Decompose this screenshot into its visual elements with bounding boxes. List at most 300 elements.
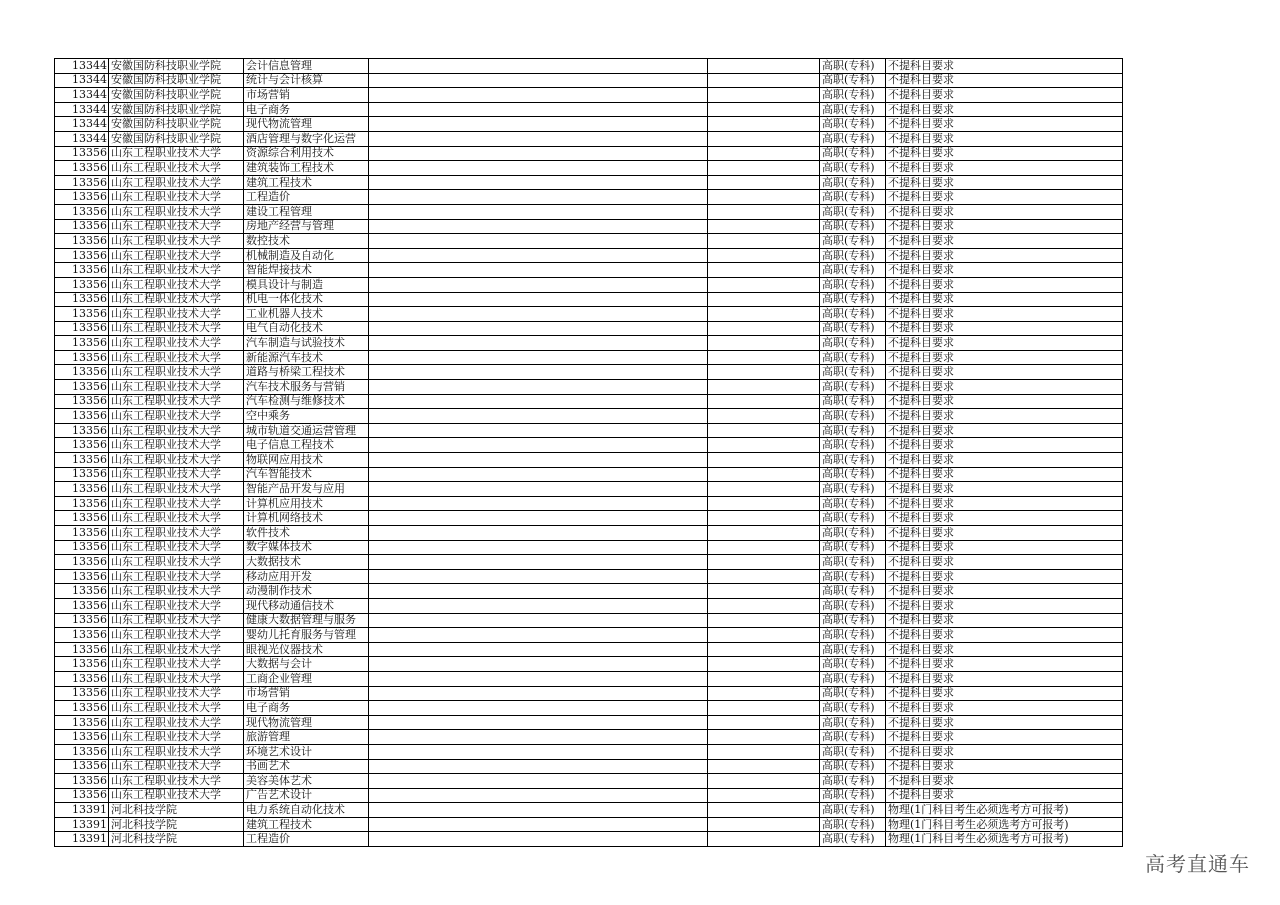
table-row — [55, 598, 1123, 613]
table-row — [55, 190, 1123, 205]
school-code-cell: 13344 — [55, 59, 109, 74]
blank-cell — [708, 526, 820, 541]
blank-cell — [369, 453, 708, 468]
school-name-cell: 山东工程职业技术大学 — [109, 671, 244, 686]
subject-requirement-cell: 不提科目要求 — [886, 59, 1123, 74]
school-code-cell: 13356 — [55, 248, 109, 263]
major-name-cell: 婴幼儿托育服务与管理 — [244, 628, 369, 643]
major-name-cell: 广告艺术设计 — [244, 788, 369, 803]
table-row — [55, 248, 1123, 263]
major-name-cell: 统计与会计核算 — [244, 73, 369, 88]
blank-cell — [708, 555, 820, 570]
school-name-cell: 山东工程职业技术大学 — [109, 453, 244, 468]
major-name-cell: 旅游管理 — [244, 730, 369, 745]
school-name-cell: 山东工程职业技术大学 — [109, 613, 244, 628]
table-row — [55, 263, 1123, 278]
blank-cell — [708, 803, 820, 818]
blank-cell — [708, 715, 820, 730]
school-code-cell: 13356 — [55, 380, 109, 395]
blank-cell — [708, 175, 820, 190]
table-row — [55, 219, 1123, 234]
blank-cell — [708, 744, 820, 759]
major-name-cell: 市场营销 — [244, 686, 369, 701]
level-cell: 高职(专科) — [820, 102, 886, 117]
table-row — [55, 555, 1123, 570]
subject-requirement-cell: 不提科目要求 — [886, 307, 1123, 322]
level-cell: 高职(专科) — [820, 817, 886, 832]
school-name-cell: 山东工程职业技术大学 — [109, 540, 244, 555]
table-row — [55, 759, 1123, 774]
school-name-cell: 山东工程职业技术大学 — [109, 350, 244, 365]
blank-cell — [369, 117, 708, 132]
blank-cell — [708, 453, 820, 468]
school-code-cell: 13356 — [55, 423, 109, 438]
school-code-cell: 13356 — [55, 686, 109, 701]
blank-cell — [369, 730, 708, 745]
major-name-cell: 计算机应用技术 — [244, 496, 369, 511]
subject-requirement-cell: 不提科目要求 — [886, 453, 1123, 468]
school-name-cell: 山东工程职业技术大学 — [109, 569, 244, 584]
table-row — [55, 744, 1123, 759]
blank-cell — [708, 73, 820, 88]
level-cell: 高职(专科) — [820, 730, 886, 745]
blank-cell — [369, 190, 708, 205]
major-name-cell: 工商企业管理 — [244, 671, 369, 686]
level-cell: 高职(专科) — [820, 350, 886, 365]
blank-cell — [369, 102, 708, 117]
blank-cell — [708, 248, 820, 263]
school-name-cell: 山东工程职业技术大学 — [109, 409, 244, 424]
school-name-cell: 山东工程职业技术大学 — [109, 336, 244, 351]
blank-cell — [369, 175, 708, 190]
school-code-cell: 13356 — [55, 774, 109, 789]
blank-cell — [369, 394, 708, 409]
school-code-cell: 13356 — [55, 204, 109, 219]
major-name-cell: 汽车智能技术 — [244, 467, 369, 482]
major-name-cell: 书画艺术 — [244, 759, 369, 774]
blank-cell — [708, 584, 820, 599]
blank-cell — [369, 569, 708, 584]
blank-cell — [369, 423, 708, 438]
level-cell: 高职(专科) — [820, 394, 886, 409]
major-name-cell: 资源综合利用技术 — [244, 146, 369, 161]
school-code-cell: 13356 — [55, 263, 109, 278]
major-name-cell: 电子商务 — [244, 102, 369, 117]
level-cell: 高职(专科) — [820, 701, 886, 716]
subject-requirement-cell: 不提科目要求 — [886, 613, 1123, 628]
subject-requirement-cell: 不提科目要求 — [886, 73, 1123, 88]
blank-cell — [369, 671, 708, 686]
blank-cell — [369, 234, 708, 249]
level-cell: 高职(专科) — [820, 88, 886, 103]
subject-requirement-cell: 不提科目要求 — [886, 598, 1123, 613]
blank-cell — [708, 234, 820, 249]
table-row — [55, 526, 1123, 541]
school-code-cell: 13356 — [55, 219, 109, 234]
subject-requirement-cell: 不提科目要求 — [886, 365, 1123, 380]
table-row — [55, 730, 1123, 745]
school-name-cell: 山东工程职业技术大学 — [109, 730, 244, 745]
subject-requirement-cell: 不提科目要求 — [886, 409, 1123, 424]
school-name-cell: 山东工程职业技术大学 — [109, 277, 244, 292]
table-row — [55, 496, 1123, 511]
major-name-cell: 建筑工程技术 — [244, 175, 369, 190]
subject-requirement-cell: 不提科目要求 — [886, 190, 1123, 205]
table-row — [55, 117, 1123, 132]
blank-cell — [369, 248, 708, 263]
subject-requirement-cell: 不提科目要求 — [886, 146, 1123, 161]
level-cell: 高职(专科) — [820, 409, 886, 424]
major-name-cell: 会计信息管理 — [244, 59, 369, 74]
level-cell: 高职(专科) — [820, 774, 886, 789]
school-code-cell: 13391 — [55, 817, 109, 832]
subject-requirement-cell: 不提科目要求 — [886, 555, 1123, 570]
school-name-cell: 山东工程职业技术大学 — [109, 263, 244, 278]
subject-requirement-cell: 不提科目要求 — [886, 759, 1123, 774]
level-cell: 高职(专科) — [820, 146, 886, 161]
blank-cell — [708, 759, 820, 774]
table-row — [55, 234, 1123, 249]
school-name-cell: 山东工程职业技术大学 — [109, 234, 244, 249]
table-row — [55, 88, 1123, 103]
blank-cell — [708, 511, 820, 526]
level-cell: 高职(专科) — [820, 380, 886, 395]
school-code-cell: 13356 — [55, 540, 109, 555]
enrollment-table — [54, 58, 1123, 847]
blank-cell — [708, 350, 820, 365]
level-cell: 高职(专科) — [820, 584, 886, 599]
table-row — [55, 307, 1123, 322]
blank-cell — [369, 526, 708, 541]
school-name-cell: 山东工程职业技术大学 — [109, 248, 244, 263]
school-name-cell: 河北科技学院 — [109, 817, 244, 832]
subject-requirement-cell: 不提科目要求 — [886, 350, 1123, 365]
table-row — [55, 438, 1123, 453]
school-name-cell: 山东工程职业技术大学 — [109, 715, 244, 730]
school-code-cell: 13344 — [55, 102, 109, 117]
blank-cell — [708, 817, 820, 832]
blank-cell — [369, 657, 708, 672]
table-row — [55, 102, 1123, 117]
level-cell: 高职(专科) — [820, 307, 886, 322]
blank-cell — [708, 380, 820, 395]
subject-requirement-cell: 不提科目要求 — [886, 496, 1123, 511]
subject-requirement-cell: 不提科目要求 — [886, 774, 1123, 789]
blank-cell — [708, 292, 820, 307]
subject-requirement-cell: 不提科目要求 — [886, 467, 1123, 482]
school-name-cell: 山东工程职业技术大学 — [109, 321, 244, 336]
subject-requirement-cell: 不提科目要求 — [886, 234, 1123, 249]
level-cell: 高职(专科) — [820, 598, 886, 613]
school-name-cell: 山东工程职业技术大学 — [109, 307, 244, 322]
school-name-cell: 山东工程职业技术大学 — [109, 467, 244, 482]
level-cell: 高职(专科) — [820, 540, 886, 555]
school-code-cell: 13356 — [55, 482, 109, 497]
subject-requirement-cell: 不提科目要求 — [886, 88, 1123, 103]
subject-requirement-cell: 不提科目要求 — [886, 117, 1123, 132]
subject-requirement-cell: 不提科目要求 — [886, 744, 1123, 759]
subject-requirement-cell: 不提科目要求 — [886, 642, 1123, 657]
blank-cell — [369, 496, 708, 511]
table-row — [55, 788, 1123, 803]
school-name-cell: 山东工程职业技术大学 — [109, 686, 244, 701]
blank-cell — [708, 730, 820, 745]
major-name-cell: 道路与桥梁工程技术 — [244, 365, 369, 380]
table-row — [55, 832, 1123, 847]
subject-requirement-cell: 不提科目要求 — [886, 292, 1123, 307]
level-cell: 高职(专科) — [820, 234, 886, 249]
major-name-cell: 移动应用开发 — [244, 569, 369, 584]
table-row — [55, 146, 1123, 161]
level-cell: 高职(专科) — [820, 438, 886, 453]
school-name-cell: 安徽国防科技职业学院 — [109, 117, 244, 132]
major-name-cell: 汽车制造与试验技术 — [244, 336, 369, 351]
level-cell: 高职(专科) — [820, 671, 886, 686]
school-code-cell: 13356 — [55, 671, 109, 686]
school-name-cell: 山东工程职业技术大学 — [109, 394, 244, 409]
blank-cell — [708, 219, 820, 234]
major-name-cell: 数字媒体技术 — [244, 540, 369, 555]
school-code-cell: 13356 — [55, 321, 109, 336]
major-name-cell: 工程造价 — [244, 832, 369, 847]
level-cell: 高职(专科) — [820, 161, 886, 176]
blank-cell — [708, 102, 820, 117]
table-row — [55, 715, 1123, 730]
blank-cell — [708, 146, 820, 161]
level-cell: 高职(专科) — [820, 526, 886, 541]
major-name-cell: 空中乘务 — [244, 409, 369, 424]
table-row — [55, 613, 1123, 628]
school-code-cell: 13391 — [55, 832, 109, 847]
major-name-cell: 计算机网络技术 — [244, 511, 369, 526]
level-cell: 高职(专科) — [820, 248, 886, 263]
school-code-cell: 13344 — [55, 73, 109, 88]
school-name-cell: 安徽国防科技职业学院 — [109, 59, 244, 74]
school-name-cell: 山东工程职业技术大学 — [109, 788, 244, 803]
school-code-cell: 13356 — [55, 584, 109, 599]
school-name-cell: 山东工程职业技术大学 — [109, 423, 244, 438]
major-name-cell: 软件技术 — [244, 526, 369, 541]
table-row — [55, 803, 1123, 818]
table-row — [55, 350, 1123, 365]
blank-cell — [369, 759, 708, 774]
subject-requirement-cell: 不提科目要求 — [886, 511, 1123, 526]
school-code-cell: 13356 — [55, 759, 109, 774]
level-cell: 高职(专科) — [820, 336, 886, 351]
blank-cell — [708, 832, 820, 847]
subject-requirement-cell: 不提科目要求 — [886, 482, 1123, 497]
school-name-cell: 山东工程职业技术大学 — [109, 161, 244, 176]
level-cell: 高职(专科) — [820, 175, 886, 190]
blank-cell — [708, 642, 820, 657]
school-name-cell: 山东工程职业技术大学 — [109, 482, 244, 497]
blank-cell — [708, 277, 820, 292]
blank-cell — [369, 555, 708, 570]
subject-requirement-cell: 不提科目要求 — [886, 175, 1123, 190]
table-row — [55, 642, 1123, 657]
blank-cell — [708, 423, 820, 438]
school-name-cell: 山东工程职业技术大学 — [109, 175, 244, 190]
major-name-cell: 工业机器人技术 — [244, 307, 369, 322]
school-code-cell: 13391 — [55, 803, 109, 818]
blank-cell — [708, 409, 820, 424]
table-row — [55, 59, 1123, 74]
blank-cell — [369, 788, 708, 803]
table-row — [55, 584, 1123, 599]
school-code-cell: 13356 — [55, 569, 109, 584]
level-cell: 高职(专科) — [820, 686, 886, 701]
table-row — [55, 671, 1123, 686]
major-name-cell: 建筑装饰工程技术 — [244, 161, 369, 176]
level-cell: 高职(专科) — [820, 642, 886, 657]
blank-cell — [369, 73, 708, 88]
school-code-cell: 13356 — [55, 701, 109, 716]
table-row — [55, 277, 1123, 292]
subject-requirement-cell: 不提科目要求 — [886, 131, 1123, 146]
level-cell: 高职(专科) — [820, 744, 886, 759]
blank-cell — [369, 263, 708, 278]
school-code-cell: 13356 — [55, 613, 109, 628]
school-code-cell: 13356 — [55, 409, 109, 424]
watermark-logo-text: 高考直通车 — [1145, 852, 1250, 876]
subject-requirement-cell: 物理(1门科目考生必须选考方可报考) — [886, 803, 1123, 818]
school-code-cell: 13356 — [55, 336, 109, 351]
school-name-cell: 山东工程职业技术大学 — [109, 438, 244, 453]
school-name-cell: 山东工程职业技术大学 — [109, 292, 244, 307]
blank-cell — [708, 774, 820, 789]
level-cell: 高职(专科) — [820, 131, 886, 146]
subject-requirement-cell: 不提科目要求 — [886, 219, 1123, 234]
blank-cell — [369, 146, 708, 161]
blank-cell — [369, 438, 708, 453]
table-row — [55, 380, 1123, 395]
school-code-cell: 13356 — [55, 161, 109, 176]
blank-cell — [369, 715, 708, 730]
table-row — [55, 73, 1123, 88]
blank-cell — [369, 277, 708, 292]
school-code-cell: 13356 — [55, 715, 109, 730]
major-name-cell: 汽车检测与维修技术 — [244, 394, 369, 409]
major-name-cell: 现代物流管理 — [244, 117, 369, 132]
major-name-cell: 环境艺术设计 — [244, 744, 369, 759]
major-name-cell: 市场营销 — [244, 88, 369, 103]
table-row — [55, 423, 1123, 438]
major-name-cell: 模具设计与制造 — [244, 277, 369, 292]
school-name-cell: 河北科技学院 — [109, 832, 244, 847]
table-row — [55, 336, 1123, 351]
major-name-cell: 电力系统自动化技术 — [244, 803, 369, 818]
school-code-cell: 13356 — [55, 511, 109, 526]
blank-cell — [369, 744, 708, 759]
blank-cell — [708, 117, 820, 132]
school-name-cell: 安徽国防科技职业学院 — [109, 131, 244, 146]
blank-cell — [708, 613, 820, 628]
school-code-cell: 13356 — [55, 394, 109, 409]
subject-requirement-cell: 不提科目要求 — [886, 540, 1123, 555]
blank-cell — [369, 131, 708, 146]
blank-cell — [708, 131, 820, 146]
school-code-cell: 13356 — [55, 744, 109, 759]
blank-cell — [708, 482, 820, 497]
major-name-cell: 电子商务 — [244, 701, 369, 716]
level-cell: 高职(专科) — [820, 482, 886, 497]
school-name-cell: 山东工程职业技术大学 — [109, 526, 244, 541]
school-code-cell: 13356 — [55, 730, 109, 745]
school-code-cell: 13356 — [55, 365, 109, 380]
blank-cell — [369, 292, 708, 307]
subject-requirement-cell: 不提科目要求 — [886, 788, 1123, 803]
level-cell: 高职(专科) — [820, 321, 886, 336]
level-cell: 高职(专科) — [820, 59, 886, 74]
major-name-cell: 现代物流管理 — [244, 715, 369, 730]
school-code-cell: 13356 — [55, 642, 109, 657]
school-name-cell: 山东工程职业技术大学 — [109, 204, 244, 219]
blank-cell — [369, 409, 708, 424]
blank-cell — [708, 657, 820, 672]
blank-cell — [369, 204, 708, 219]
school-name-cell: 山东工程职业技术大学 — [109, 584, 244, 599]
subject-requirement-cell: 不提科目要求 — [886, 380, 1123, 395]
subject-requirement-cell: 不提科目要求 — [886, 526, 1123, 541]
major-name-cell: 智能焊接技术 — [244, 263, 369, 278]
school-code-cell: 13356 — [55, 628, 109, 643]
school-name-cell: 山东工程职业技术大学 — [109, 744, 244, 759]
subject-requirement-cell: 不提科目要求 — [886, 204, 1123, 219]
table-row — [55, 175, 1123, 190]
major-name-cell: 新能源汽车技术 — [244, 350, 369, 365]
school-code-cell: 13356 — [55, 175, 109, 190]
school-code-cell: 13356 — [55, 788, 109, 803]
blank-cell — [708, 598, 820, 613]
subject-requirement-cell: 不提科目要求 — [886, 657, 1123, 672]
table-row — [55, 394, 1123, 409]
school-name-cell: 安徽国防科技职业学院 — [109, 88, 244, 103]
level-cell: 高职(专科) — [820, 657, 886, 672]
school-code-cell: 13356 — [55, 555, 109, 570]
subject-requirement-cell: 不提科目要求 — [886, 701, 1123, 716]
level-cell: 高职(专科) — [820, 190, 886, 205]
level-cell: 高职(专科) — [820, 788, 886, 803]
level-cell: 高职(专科) — [820, 263, 886, 278]
blank-cell — [708, 204, 820, 219]
school-name-cell: 山东工程职业技术大学 — [109, 365, 244, 380]
school-code-cell: 13344 — [55, 117, 109, 132]
major-name-cell: 健康大数据管理与服务 — [244, 613, 369, 628]
subject-requirement-cell: 不提科目要求 — [886, 321, 1123, 336]
school-code-cell: 13344 — [55, 88, 109, 103]
school-code-cell: 13356 — [55, 350, 109, 365]
level-cell: 高职(专科) — [820, 117, 886, 132]
blank-cell — [369, 686, 708, 701]
blank-cell — [708, 496, 820, 511]
school-code-cell: 13356 — [55, 190, 109, 205]
table-row — [55, 131, 1123, 146]
blank-cell — [369, 350, 708, 365]
blank-cell — [369, 365, 708, 380]
blank-cell — [708, 569, 820, 584]
subject-requirement-cell: 物理(1门科目考生必须选考方可报考) — [886, 817, 1123, 832]
major-name-cell: 大数据与会计 — [244, 657, 369, 672]
blank-cell — [708, 467, 820, 482]
blank-cell — [369, 380, 708, 395]
school-code-cell: 13356 — [55, 307, 109, 322]
school-code-cell: 13356 — [55, 438, 109, 453]
level-cell: 高职(专科) — [820, 453, 886, 468]
level-cell: 高职(专科) — [820, 219, 886, 234]
blank-cell — [708, 336, 820, 351]
subject-requirement-cell: 不提科目要求 — [886, 102, 1123, 117]
subject-requirement-cell: 不提科目要求 — [886, 686, 1123, 701]
